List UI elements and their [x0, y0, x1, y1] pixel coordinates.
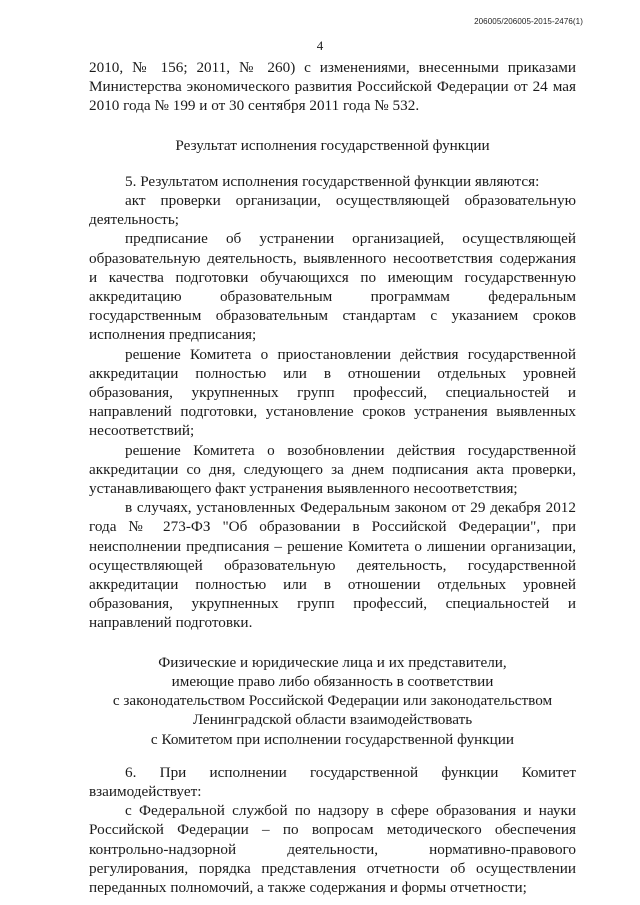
section-title-line: Физические и юридические лица и их представители,: [158, 653, 507, 671]
section-title-line: с Комитетом при исполнении государственной функции: [150, 730, 515, 748]
section-title-line: имеющие право либо обязанность в соответствии: [171, 672, 494, 690]
interaction-item-rosobrnadzor: с Федеральной службой по надзору в сфере образования и науки Российской Федерации – по вопросам методического обеспечения контрольно-надзорной деятельности, нормативно-правового регулирования, порядка представления отчетности об осуществлении переданных полномочий, а также содержания и формы отчетности;: [89, 802, 576, 896]
result-item-deprivation: в случаях, установленных Федеральным законом от 29 декабря 2012 года № 273-ФЗ "Об образовании в Российской Федерации", при неисполнении предписания – решение Комитета о лишении организации, осуществляющей образовательную деятельность, государственной аккредитации полностью или в отношении отдельных уровней образования, укрупненных групп профессий, специальностей и направлений подготовки.: [89, 499, 576, 632]
result-item-act: акт проверки организации, осуществляющей образовательную деятельность;: [89, 192, 576, 229]
paragraph-6: 6. При исполнении государственной функции Комитет взаимодействует:: [89, 763, 576, 800]
section-title-participants: [89, 653, 576, 749]
result-item-resumption: решение Комитета о возобновлении действия государственной аккредитации со дня, следующего за днем подписания акта проверки, устанавливающего факт устранения выявленного несоответствия;: [89, 441, 576, 498]
intro-paragraph: 2010, № 156; 2011, № 260) с изменениями, внесенными приказами Министерства экономического развития Российской Федерации от 24 мая 2010 года № 199 и от 30 сентября 2011 года № 532.: [89, 59, 576, 115]
section-title-line: Ленинградской области взаимодействовать: [192, 711, 473, 729]
page-number: 4: [316, 38, 324, 53]
result-item-prescription: предписание об устранении организацией, осуществляющей образовательную деятельность, выявленного несоответствия содержания и качества подготовки обучающихся по имеющим государственную аккредитацию образовательным программам федеральным государственным образовательным стандартам с указанием сроков исполнения предписания;: [89, 230, 576, 344]
paragraph-5: 5. Результатом исполнения государственной функции являются:: [125, 172, 540, 190]
section-title-result: Результат исполнения государственной функции: [175, 136, 490, 154]
document-id: 206005/206005-2015-2476(1): [474, 17, 583, 26]
result-item-suspension: решение Комитета о приостановлении действия государственной аккредитации полностью или в отношении отдельных уровней образования, укрупненных групп профессий, специальностей и направлений подготовки, установление сроков устранения выявленных несоответствий;: [89, 345, 576, 440]
section-title-line: с законодательством Российской Федерации или законодательством: [112, 692, 553, 710]
document-body: [89, 58, 576, 897]
